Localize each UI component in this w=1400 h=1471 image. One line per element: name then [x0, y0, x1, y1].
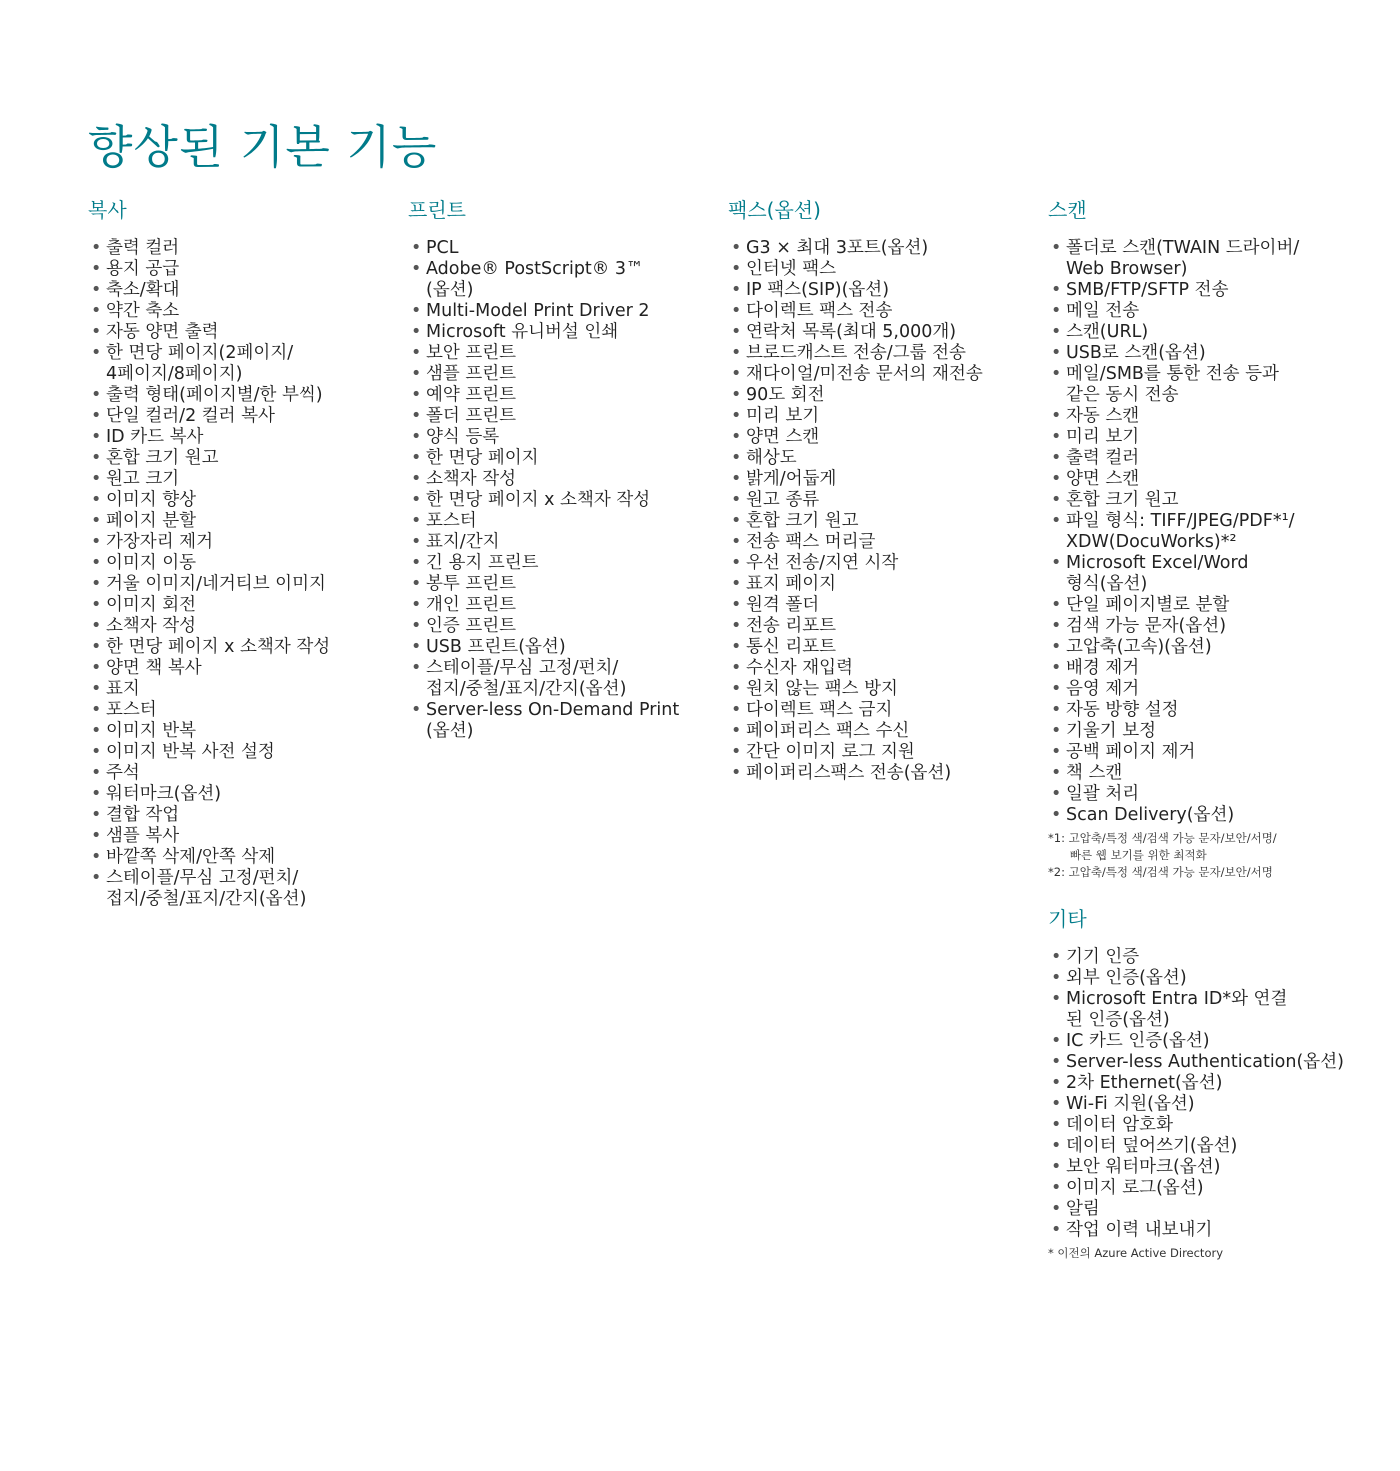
other-feature-item: • 기기 인증: [1048, 947, 1344, 968]
copy-feature-item: • 페이지 분할: [88, 511, 330, 532]
scan-heading: 스캔: [1048, 198, 1087, 222]
print-feature-item: • 폴더 프린트: [408, 406, 679, 427]
other-feature-list: [1048, 947, 1344, 1241]
scan-feature-item: • 파일 형식: TIFF/JPEG/PDF*¹/ XDW(DocuWorks)*²: [1048, 511, 1344, 553]
print-feature-item: • 봉투 프린트: [408, 574, 679, 595]
print-feature-item: • 샘플 프린트: [408, 364, 679, 385]
fax-feature-item: • 양면 스캔: [728, 427, 983, 448]
fax-feature-item: • 간단 이미지 로그 지원: [728, 742, 983, 763]
fax-feature-item: • 통신 리포트: [728, 637, 983, 658]
fax-feature-item: • 원치 않는 팩스 방지: [728, 679, 983, 700]
scan-feature-item: • 공백 페이지 제거: [1048, 742, 1344, 763]
other-section: [1048, 905, 1344, 1262]
copy-feature-item: • 약간 축소: [88, 301, 330, 322]
copy-feature-item: • 이미지 이동: [88, 553, 330, 574]
copy-heading: 복사: [88, 198, 127, 222]
fax-feature-item: • IP 팩스(SIP)(옵션): [728, 280, 983, 301]
scan-feature-item: • 메일/SMB를 통한 전송 등과 같은 동시 전송: [1048, 364, 1344, 406]
copy-feature-item: • 결합 작업: [88, 805, 330, 826]
scan-feature-item: • 단일 페이지별로 분할: [1048, 595, 1344, 616]
scan-feature-item: • 검색 가능 문자(옵션): [1048, 616, 1344, 637]
scan-footnote: *2: 고압축/특정 색/검색 가능 문자/보안/서명: [1048, 865, 1273, 879]
copy-feature-item: • 단일 컬러/2 컬러 복사: [88, 406, 330, 427]
print-feature-item: • 예약 프린트: [408, 385, 679, 406]
scan-feature-item: • 기울기 보정: [1048, 721, 1344, 742]
fax-feature-item: • 페이퍼리스 팩스 수신: [728, 721, 983, 742]
print-feature-item: • 양식 등록: [408, 427, 679, 448]
other-feature-item: • Microsoft Entra ID*와 연결 된 인증(옵션): [1048, 989, 1344, 1031]
fax-feature-item: • 원격 폴더: [728, 595, 983, 616]
print-feature-item: • Adobe® PostScript® 3™ (옵션): [408, 259, 679, 301]
fax-feature-item: • 다이렉트 팩스 전송: [728, 301, 983, 322]
other-feature-item: • 2차 Ethernet(옵션): [1048, 1073, 1344, 1094]
copy-feature-item: • 자동 양면 출력: [88, 322, 330, 343]
other-heading: 기타: [1048, 907, 1087, 931]
print-feature-item: • 스테이플/무심 고정/펀치/ 접지/중철/표지/간지(옵션): [408, 658, 679, 700]
other-feature-item: • 데이터 덮어쓰기(옵션): [1048, 1136, 1344, 1157]
copy-feature-item: • 가장자리 제거: [88, 532, 330, 553]
scan-feature-item: • Microsoft Excel/Word 형식(옵션): [1048, 553, 1344, 595]
fax-feature-item: • 해상도: [728, 448, 983, 469]
copy-feature-item: • 바깥쪽 삭제/안쪽 삭제: [88, 847, 330, 868]
print-feature-list: [408, 238, 679, 742]
copy-feature-item: • 이미지 향상: [88, 490, 330, 511]
scan-feature-item: • 미리 보기: [1048, 427, 1344, 448]
copy-feature-item: • ID 카드 복사: [88, 427, 330, 448]
print-feature-item: • Multi-Model Print Driver 2: [408, 301, 679, 322]
fax-feature-item: • 밝게/어둡게: [728, 469, 983, 490]
fax-feature-item: • 연락처 목록(최대 5,000개): [728, 322, 983, 343]
scan-feature-item: • 출력 컬러: [1048, 448, 1344, 469]
scan-feature-item: • 폴더로 스캔(TWAIN 드라이버/ Web Browser): [1048, 238, 1344, 280]
fax-feature-item: • 혼합 크기 원고: [728, 511, 983, 532]
print-feature-item: • PCL: [408, 238, 679, 259]
fax-feature-item: • 인터넷 팩스: [728, 259, 983, 280]
copy-section: [88, 196, 330, 910]
fax-feature-list: [728, 238, 983, 784]
copy-feature-item: • 출력 형태(페이지별/한 부씩): [88, 385, 330, 406]
other-feature-item: • IC 카드 인증(옵션): [1048, 1031, 1344, 1052]
other-feature-item: • 이미지 로그(옵션): [1048, 1178, 1344, 1199]
copy-feature-item: • 한 면당 페이지 x 소책자 작성: [88, 637, 330, 658]
copy-feature-item: • 스테이플/무심 고정/펀치/ 접지/중철/표지/간지(옵션): [88, 868, 330, 910]
scan-feature-item: • 음영 제거: [1048, 679, 1344, 700]
other-feature-item: • Wi-Fi 지원(옵션): [1048, 1094, 1344, 1115]
copy-feature-item: • 양면 책 복사: [88, 658, 330, 679]
print-feature-item: • Server-less On-Demand Print (옵션): [408, 700, 679, 742]
other-feature-item: • 데이터 암호화: [1048, 1115, 1344, 1136]
scan-section: [1048, 196, 1344, 881]
copy-feature-item: • 표지: [88, 679, 330, 700]
print-feature-item: • USB 프린트(옵션): [408, 637, 679, 658]
fax-feature-item: • G3 × 최대 3포트(옵션): [728, 238, 983, 259]
print-feature-item: • 개인 프린트: [408, 595, 679, 616]
fax-section: [728, 196, 983, 784]
fax-feature-item: • 90도 회전: [728, 385, 983, 406]
scan-feature-item: • 자동 방향 설정: [1048, 700, 1344, 721]
copy-feature-item: • 한 면당 페이지(2페이지/ 4페이지/8페이지): [88, 343, 330, 385]
copy-feature-item: • 혼합 크기 원고: [88, 448, 330, 469]
scan-feature-item: • Scan Delivery(옵션): [1048, 805, 1344, 826]
copy-feature-item: • 용지 공급: [88, 259, 330, 280]
copy-feature-item: • 출력 컬러: [88, 238, 330, 259]
print-feature-item: • 표지/간지: [408, 532, 679, 553]
other-feature-item: • 외부 인증(옵션): [1048, 968, 1344, 989]
copy-feature-item: • 원고 크기: [88, 469, 330, 490]
scan-feature-item: • 양면 스캔: [1048, 469, 1344, 490]
fax-feature-item: • 표지 페이지: [728, 574, 983, 595]
print-heading: 프린트: [408, 198, 466, 222]
copy-feature-item: • 소책자 작성: [88, 616, 330, 637]
copy-feature-item: • 이미지 반복: [88, 721, 330, 742]
fax-feature-item: • 우선 전송/지연 시작: [728, 553, 983, 574]
scan-feature-item: • 배경 제거: [1048, 658, 1344, 679]
fax-feature-item: • 다이렉트 팩스 금지: [728, 700, 983, 721]
print-feature-item: • 긴 용지 프린트: [408, 553, 679, 574]
print-feature-item: • Microsoft 유니버설 인쇄: [408, 322, 679, 343]
scan-feature-item: • 자동 스캔: [1048, 406, 1344, 427]
fax-feature-item: • 원고 종류: [728, 490, 983, 511]
scan-feature-item: • USB로 스캔(옵션): [1048, 343, 1344, 364]
copy-feature-item: • 이미지 반복 사전 설정: [88, 742, 330, 763]
print-feature-item: • 한 면당 페이지 x 소책자 작성: [408, 490, 679, 511]
other-footnote: * 이전의 Azure Active Directory: [1048, 1246, 1224, 1260]
fax-feature-item: • 전송 리포트: [728, 616, 983, 637]
print-section: [408, 196, 679, 742]
fax-feature-item: • 브로드캐스트 전송/그룹 전송: [728, 343, 983, 364]
fax-feature-item: • 미리 보기: [728, 406, 983, 427]
fax-feature-item: • 수신자 재입력: [728, 658, 983, 679]
copy-feature-item: • 워터마크(옵션): [88, 784, 330, 805]
scan-feature-item: • 혼합 크기 원고: [1048, 490, 1344, 511]
fax-feature-item: • 재다이얼/미전송 문서의 재전송: [728, 364, 983, 385]
scan-feature-list: [1048, 238, 1344, 826]
scan-feature-item: • 스캔(URL): [1048, 322, 1344, 343]
other-feature-item: • 보안 워터마크(옵션): [1048, 1157, 1344, 1178]
copy-feature-item: • 포스터: [88, 700, 330, 721]
page-title: 향상된 기본 기능: [88, 120, 438, 174]
copy-feature-item: • 축소/확대: [88, 280, 330, 301]
print-feature-item: • 인증 프린트: [408, 616, 679, 637]
scan-feature-item: • 책 스캔: [1048, 763, 1344, 784]
scan-feature-item: • 일괄 처리: [1048, 784, 1344, 805]
scan-feature-item: • SMB/FTP/SFTP 전송: [1048, 280, 1344, 301]
fax-heading: 팩스(옵션): [728, 198, 821, 222]
print-feature-item: • 보안 프린트: [408, 343, 679, 364]
other-feature-item: • 작업 이력 내보내기: [1048, 1220, 1344, 1241]
other-feature-item: • 알림: [1048, 1199, 1344, 1220]
copy-feature-item: • 거울 이미지/네거티브 이미지: [88, 574, 330, 595]
copy-feature-item: • 주석: [88, 763, 330, 784]
copy-feature-item: • 샘플 복사: [88, 826, 330, 847]
print-feature-item: • 한 면당 페이지: [408, 448, 679, 469]
fax-feature-item: • 전송 팩스 머리글: [728, 532, 983, 553]
print-feature-item: • 포스터: [408, 511, 679, 532]
copy-feature-list: [88, 238, 330, 910]
other-feature-item: • Server-less Authentication(옵션): [1048, 1052, 1344, 1073]
scan-other-column: [1048, 196, 1344, 1262]
other-footnotes: [1048, 1245, 1344, 1262]
scan-feature-item: • 고압축(고속)(옵션): [1048, 637, 1344, 658]
scan-footnotes: [1048, 830, 1344, 881]
scan-footnote: *1: 고압축/특정 색/검색 가능 문자/보안/서명/ 빠른 웹 보기를 위한 최적화: [1048, 831, 1277, 862]
scan-feature-item: • 메일 전송: [1048, 301, 1344, 322]
fax-feature-item: • 페이퍼리스팩스 전송(옵션): [728, 763, 983, 784]
copy-feature-item: • 이미지 회전: [88, 595, 330, 616]
print-feature-item: • 소책자 작성: [408, 469, 679, 490]
